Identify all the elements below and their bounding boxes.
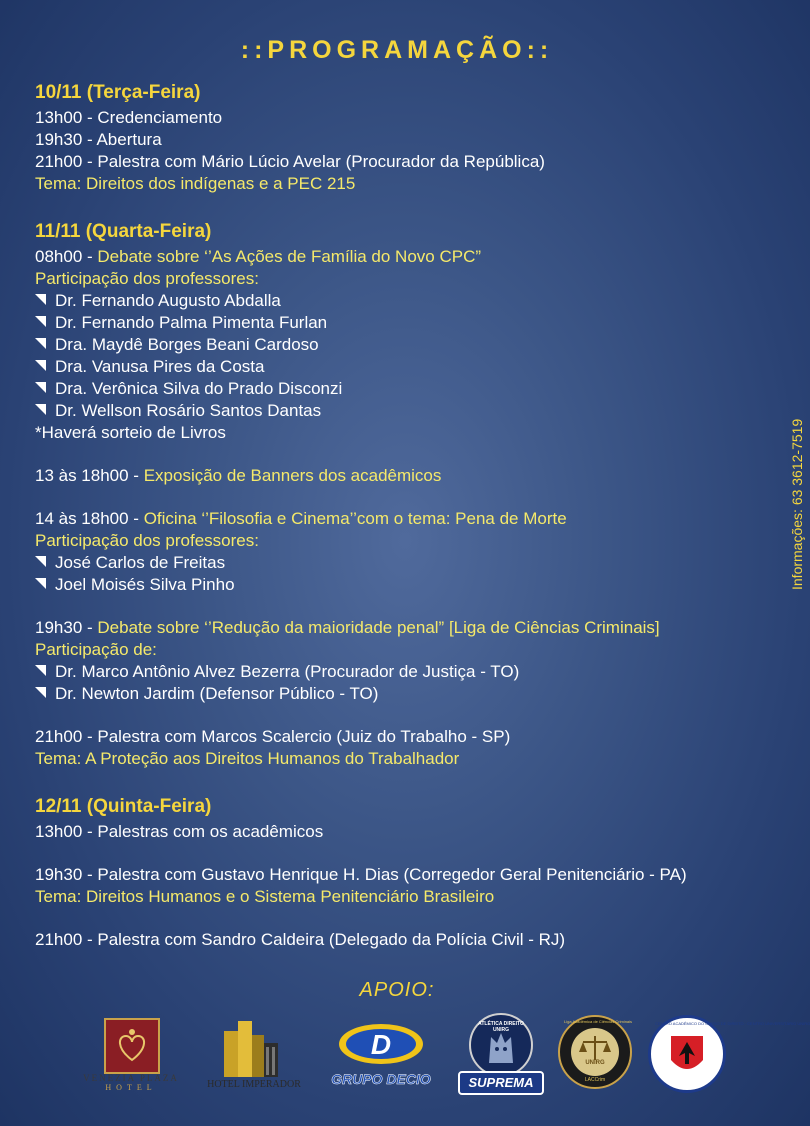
exhibition-title: Exposição de Banners dos acadêmicos: [143, 466, 442, 485]
imperador-name: HOTEL IMPERADOR: [207, 1079, 301, 1090]
day3-line-1: 13h00 - Palestras com os acadêmicos: [35, 822, 324, 841]
schedule: [35, 80, 765, 951]
suprema-ring-text: ATLÉTICA DIREITO UNIRG: [478, 1021, 524, 1033]
participant-item: José Carlos de Freitas: [35, 552, 765, 574]
venezia-hotel: HOTEL: [105, 1083, 157, 1092]
day2-debate-2: [35, 617, 765, 639]
debate-2-time: 19h30 -: [35, 618, 98, 637]
liga-ciencias-criminais-logo: [558, 1015, 632, 1089]
day2-heading: 11/11 (Quarta-Feira): [35, 221, 212, 242]
bullet-icon: [35, 360, 46, 371]
day2-exhibition: [35, 465, 765, 487]
grupo-decio-logo: [318, 1019, 444, 1095]
day2-debate-1: [35, 246, 765, 268]
liga-bottom-text: LACCrim: [584, 1077, 606, 1083]
bullet-icon: [35, 687, 46, 698]
sponsor-logos: [0, 1013, 810, 1095]
debate-1-time: 08h00 -: [35, 247, 98, 266]
apoio-heading: APOIO:: [359, 979, 435, 1001]
decio-name: GRUPO DECIO: [331, 1071, 431, 1087]
debate-2-title: Debate sobre ‘’Redução da maioridade penal” [Liga de Ciências Criminais]: [97, 618, 660, 637]
suprema-badge: [469, 1013, 533, 1077]
day3-heading: 12/11 (Quinta-Feira): [35, 796, 212, 817]
building-icon: [198, 1013, 310, 1079]
exhibition-time: 13 às 18h00 -: [35, 466, 144, 485]
debate-2-participation: Participação de:: [35, 640, 157, 659]
day1-line-1: 13h00 - Credenciamento: [35, 108, 223, 127]
liga-badge: [558, 1015, 632, 1089]
day3-line-4: 21h00 - Palestra com Sandro Caldeira (Delegado da Polícia Civil - RJ): [35, 930, 566, 949]
debate-1-note: *Haverá sorteio de Livros: [35, 423, 226, 442]
day3-line-2: 19h30 - Palestra com Gustavo Henrique H. Dias (Corregedor Geral Penitenciário - PA): [35, 865, 687, 884]
bullet-icon: [35, 578, 46, 589]
participant-item: Dra. Vanusa Pires da Costa: [35, 356, 765, 378]
hotel-imperador-logo: [198, 1013, 310, 1093]
contact-info: Informações: 63 3612-7519: [789, 418, 805, 590]
bullet-icon: [35, 316, 46, 327]
scales-icon: [571, 1028, 619, 1076]
day1-line-3: 21h00 - Palestra com Mário Lúcio Avelar (Procurador da República): [35, 152, 545, 171]
venezia-name: VENEZIA PLAZA: [83, 1073, 179, 1083]
venezia-emblem-icon: [104, 1018, 160, 1074]
participant-item: Dra. Verônica Silva do Prado Disconzi: [35, 378, 765, 400]
debate-1-participation: Participação dos professores:: [35, 269, 259, 288]
day1-line-2: 19h30 - Abertura: [35, 130, 162, 149]
venezia-plaza-logo: [76, 1013, 186, 1093]
debate-1-title: Debate sobre ‘’As Ações de Família do Novo CPC”: [97, 247, 482, 266]
bullet-icon: [35, 556, 46, 567]
participant-item: Joel Moisés Silva Pinho: [35, 574, 765, 596]
participant-item: Dr. Wellson Rosário Santos Dantas: [35, 400, 765, 422]
liga-inner: [571, 1028, 619, 1076]
svg-text:D: D: [370, 1029, 392, 1060]
decio-d-icon: [318, 1019, 444, 1069]
participant-item: Dr. Fernando Augusto Abdalla: [35, 290, 765, 312]
bullet-icon: [35, 382, 46, 393]
participant-item: Dr. Newton Jardim (Defensor Público - TO): [35, 683, 765, 705]
day1-heading: 10/11 (Terça-Feira): [35, 82, 201, 103]
page-title: ::PROGRAMAÇÃO::: [240, 36, 554, 64]
liga-mid-text: UNIRG: [585, 1060, 605, 1066]
bullet-icon: [35, 338, 46, 349]
suprema-name: SUPREMA: [458, 1071, 544, 1095]
workshop-participation: Participação dos professores:: [35, 531, 259, 550]
bullet-icon: [35, 294, 46, 305]
day3-tema: Tema: Direitos Humanos e o Sistema Penitenciário Brasileiro: [35, 887, 495, 906]
liga-ring-text: Liga Acadêmica de Ciências Criminais: [564, 1019, 633, 1024]
workshop-title: Oficina ‘’Filosofia e Cinema’’com o tema: Pena de Morte: [143, 509, 567, 528]
centro-badge: [648, 1015, 810, 1093]
participant-item: Dra. Maydê Borges Beani Cardoso: [35, 334, 765, 356]
day2-lecture: 21h00 - Palestra com Marcos Scalercio (Juiz do Trabalho - SP): [35, 727, 511, 746]
bullet-icon: [35, 665, 46, 676]
day2-lecture-tema: Tema: A Proteção aos Direitos Humanos do Trabalhador: [35, 749, 460, 768]
bullet-icon: [35, 404, 46, 415]
centro-academico-logo: [646, 1015, 810, 1091]
centro-ring-text: CENTRO ACADÊMICO DO CURSO DE DIREITO · CENTRO UNIVERSITÁRIO UNIRG: [655, 1021, 810, 1026]
workshop-time: 14 às 18h00 -: [35, 509, 144, 528]
day1-tema: Tema: Direitos dos indígenas e a PEC 215: [35, 174, 356, 193]
participant-item: Dr. Fernando Palma Pimenta Furlan: [35, 312, 765, 334]
participant-item: Dr. Marco Antônio Alvez Bezerra (Procurador de Justiça - TO): [35, 661, 765, 683]
suprema-logo: [456, 1013, 542, 1095]
day2-workshop: [35, 508, 765, 530]
